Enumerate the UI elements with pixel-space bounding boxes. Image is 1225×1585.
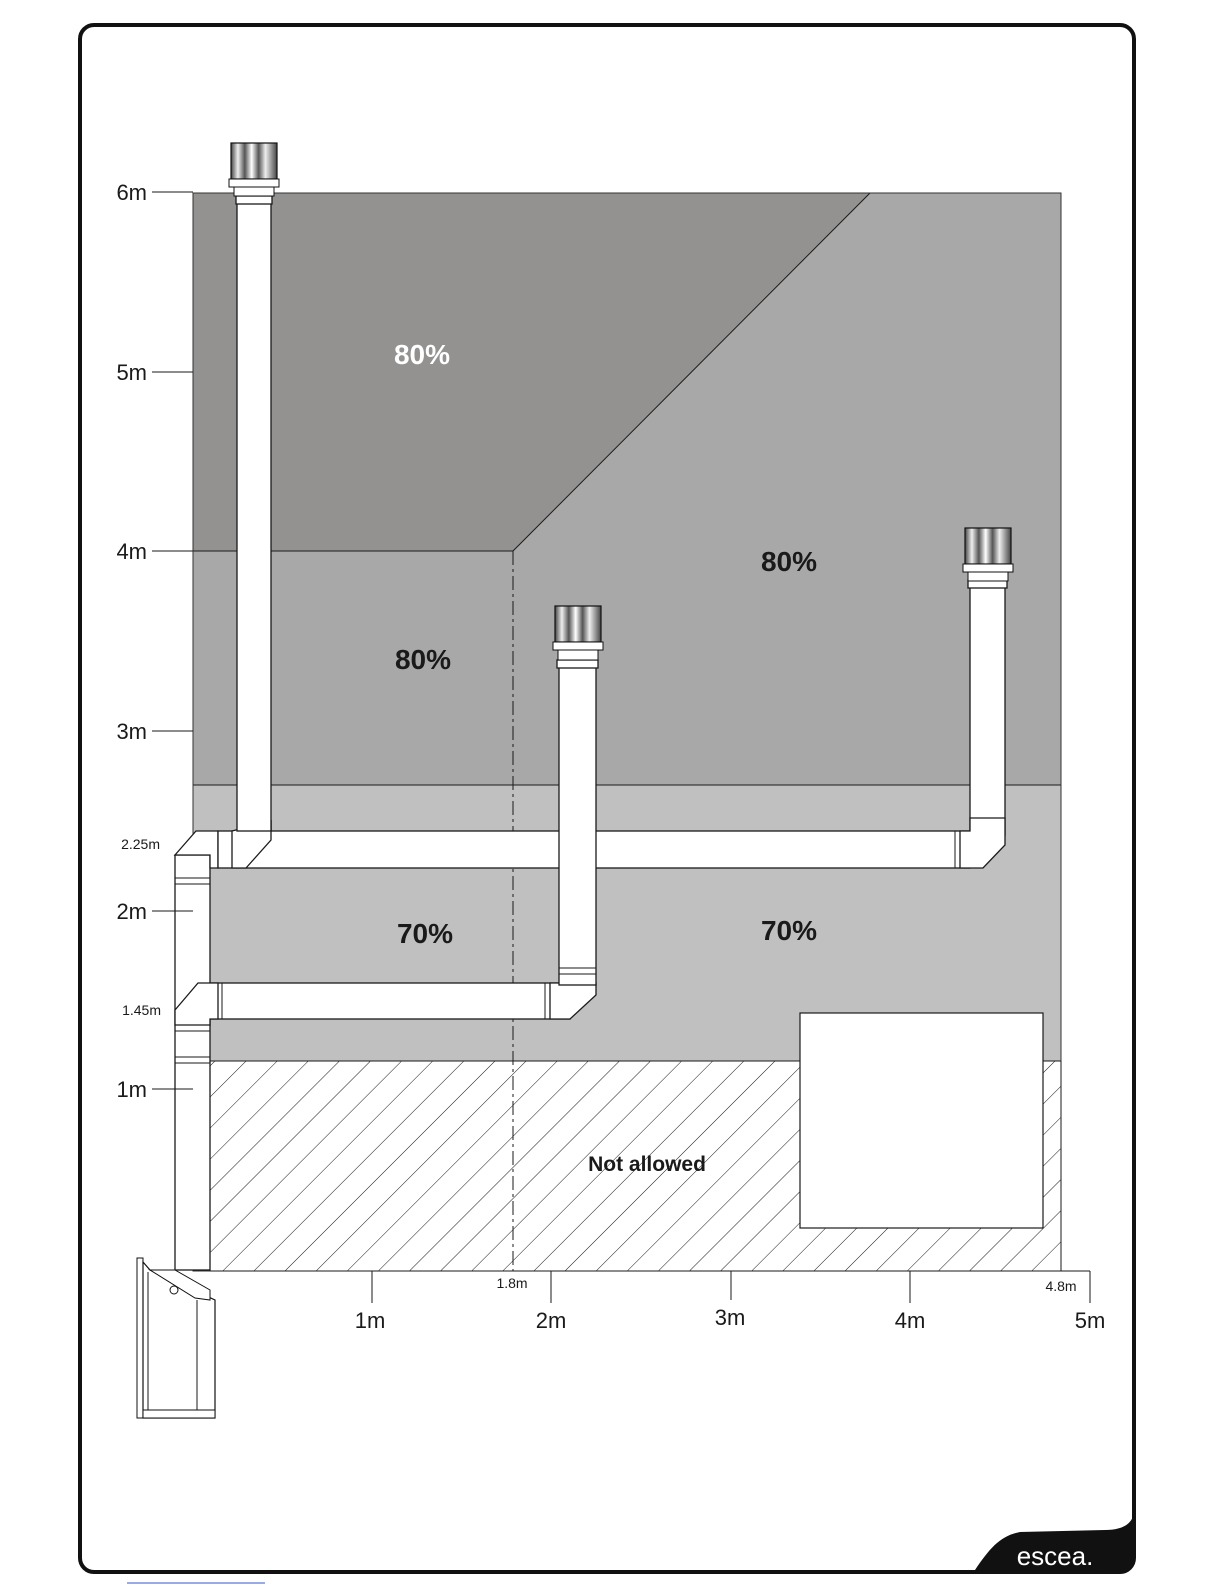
x-tick-2m: 2m xyxy=(535,1308,567,1333)
not-allowed-label: Not allowed xyxy=(588,1153,706,1176)
obstruction-box xyxy=(800,1013,1043,1228)
y-tick-2-25m: 2.25m xyxy=(121,836,160,852)
y-tick-4m: 4m xyxy=(116,539,147,564)
terminal-cap-middle xyxy=(553,606,603,660)
y-tick-1m: 1m xyxy=(116,1077,147,1102)
zone-label-top-right: 80% xyxy=(760,546,818,577)
x-tick-4-8m: 4.8m xyxy=(1045,1278,1077,1294)
zone-label-mid-left: 80% xyxy=(394,644,452,675)
y-tick-1-45m: 1.45m xyxy=(122,1002,161,1018)
brand-logo: escea. xyxy=(1016,1541,1094,1571)
x-tick-1-8m: 1.8m xyxy=(496,1275,528,1291)
x-tick-3m: 3m xyxy=(714,1305,746,1330)
x-tick-1m: 1m xyxy=(354,1308,386,1333)
x-tick-5m: 5m xyxy=(1074,1308,1106,1333)
zone-label-lower-right: 70% xyxy=(760,915,818,946)
terminal-cap-left xyxy=(229,143,279,196)
x-tick-4m: 4m xyxy=(894,1308,926,1333)
zone-label-top-left: 80% xyxy=(393,339,451,370)
terminal-cap-right xyxy=(963,528,1013,581)
zone-label-lower-left: 70% xyxy=(396,918,454,949)
y-tick-6m: 6m xyxy=(116,180,147,205)
y-tick-5m: 5m xyxy=(116,360,147,385)
y-tick-3m: 3m xyxy=(116,719,147,744)
y-tick-2m: 2m xyxy=(116,899,147,924)
